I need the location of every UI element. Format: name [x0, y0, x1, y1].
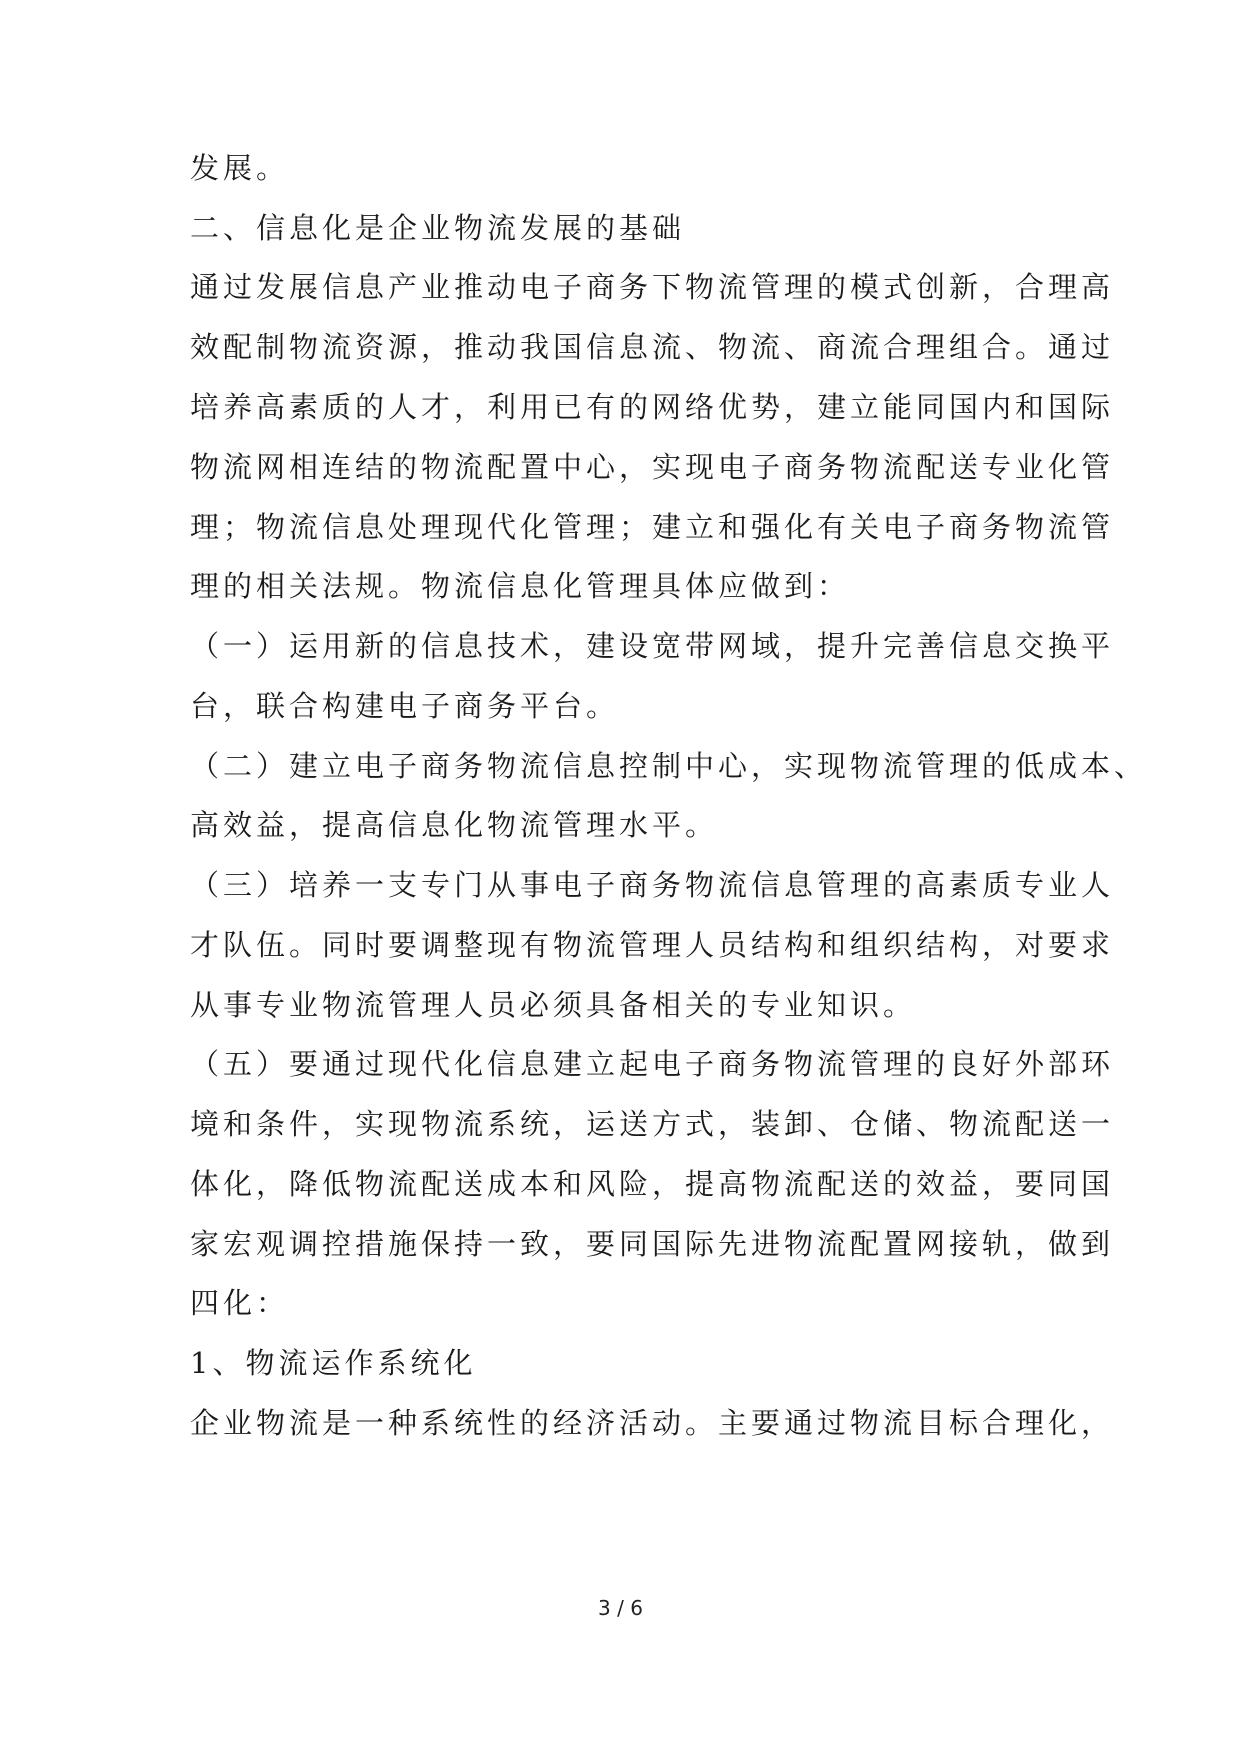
- list-item-1: （一）运用新的信息技术，建设宽带网域，提升完善信息交换平: [190, 629, 1115, 663]
- page-number: 3 / 6: [598, 1596, 643, 1620]
- subsection-heading: 1、物流运作系统化: [190, 1346, 477, 1380]
- text-line-22: 企业物流是一种系统性的经济活动。主要通过物流目标合理化，: [190, 1406, 1115, 1440]
- section-heading: 二、信息化是企业物流发展的基础: [190, 211, 686, 245]
- text-line-1: 发展。: [190, 151, 290, 185]
- text-line-8: 理的相关法规。物流信息化管理具体应做到：: [190, 569, 851, 603]
- list-item-2: （二）建立电子商务物流信息控制中心，实现物流管理的低成本、: [190, 749, 1148, 783]
- text-line-6: 物流网相连结的物流配置中心，实现电子商务物流配送专业化管: [190, 450, 1115, 484]
- text-line-18: 体化，降低物流配送成本和风险，提高物流配送的效益，要同国: [190, 1167, 1115, 1201]
- text-line-5: 培养高素质的人才，利用已有的网络优势，建立能同国内和国际: [190, 390, 1115, 424]
- text-line-15: 从事专业物流管理人员必须具备相关的专业知识。: [190, 988, 917, 1022]
- text-line-12: 高效益，提高信息化物流管理水平。: [190, 808, 719, 842]
- list-item-3: （三）培养一支专门从事电子商务物流信息管理的高素质专业人: [190, 868, 1115, 902]
- text-line-4: 效配制物流资源，推动我国信息流、物流、商流合理组合。通过: [190, 330, 1115, 364]
- text-line-14: 才队伍。同时要调整现有物流管理人员结构和组织结构，对要求: [190, 928, 1115, 962]
- text-line-17: 境和条件，实现物流系统，运送方式，装卸、仓储、物流配送一: [190, 1107, 1115, 1141]
- text-line-20: 四化：: [190, 1286, 290, 1320]
- list-item-5: （五）要通过现代化信息建立起电子商务物流管理的良好外部环: [190, 1047, 1115, 1081]
- text-line-10: 台，联合构建电子商务平台。: [190, 689, 620, 723]
- text-line-7: 理；物流信息处理现代化管理；建立和强化有关电子商务物流管: [190, 510, 1115, 544]
- text-line-19: 家宏观调控措施保持一致，要同国际先进物流配置网接轨，做到: [190, 1227, 1115, 1261]
- text-line-3: 通过发展信息产业推动电子商务下物流管理的模式创新，合理高: [190, 270, 1115, 304]
